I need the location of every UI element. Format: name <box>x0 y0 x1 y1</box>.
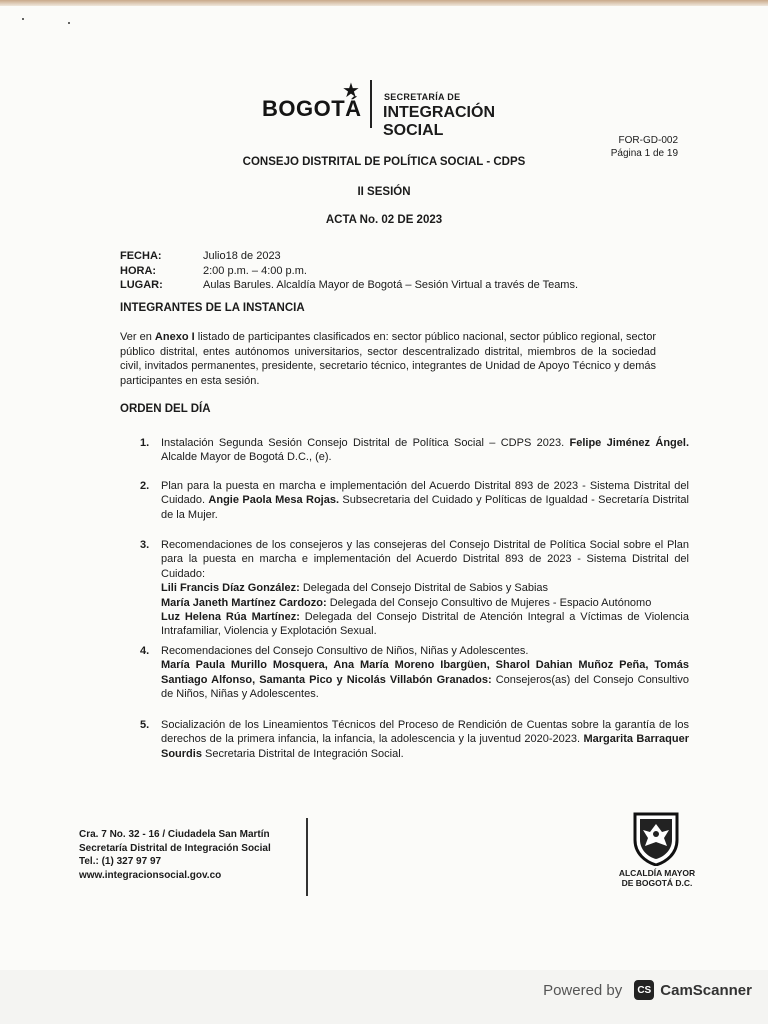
agenda-text: Alcalde Mayor de Bogotá D.C., (e). <box>161 451 332 464</box>
integrantes-paragraph <box>120 330 656 388</box>
agenda-item-text <box>161 644 689 702</box>
logo-secretaria-text: SECRETARÍA DE <box>384 92 461 102</box>
delegate-name: María Janeth Martínez Cardozo: <box>161 596 327 609</box>
meta-hora <box>120 264 578 279</box>
agenda-item-text <box>161 436 689 465</box>
logo-divider <box>370 80 372 128</box>
footer-entity: Secretaría Distrital de Integración Social <box>79 842 271 854</box>
hora-value: 2:00 p.m. – 4:00 p.m. <box>203 264 307 277</box>
star-icon: ★ <box>342 80 360 102</box>
hora-label: HORA: <box>120 264 157 277</box>
agenda-text: Subsecretaria del Cuidado y Políticas de Igualdad - Secretaría Distrital de la Mujer. <box>161 494 689 521</box>
footer-website: www.integracionsocial.gov.co <box>79 869 222 881</box>
orden-heading: ORDEN DEL DÍA <box>120 403 211 415</box>
acta-title: ACTA No. 02 DE 2023 <box>325 214 443 226</box>
alcaldia-label <box>612 868 702 888</box>
camscanner-watermark <box>543 980 752 1000</box>
powered-by-text: Powered by <box>543 981 623 999</box>
integrantes-text-pre: Ver en <box>120 331 155 343</box>
anexo-reference: Anexo I <box>154 331 195 343</box>
fecha-value: Julio18 de 2023 <box>203 250 281 262</box>
agenda-item-number: 5. <box>140 719 150 731</box>
delegate-role: Delegada del Consejo Distrital de Sabios y Sabias <box>299 582 549 595</box>
footer-address: Cra. 7 No. 32 - 16 / Ciudadela San Martín <box>79 829 270 840</box>
delegate-role: Delegada del Consejo Distrital de Atención Integral a Víctimas de Violencia Intrafamiliar, Violencia y Explotación Sexual. <box>161 611 689 638</box>
delegate-line <box>161 581 689 595</box>
delegate-role: Consejeros(as) del Consejo Consultivo de Niños, Niñas y Adolescentes. <box>161 673 689 701</box>
council-title: CONSEJO DISTRITAL DE POLÍTICA SOCIAL - CDPS <box>242 156 526 168</box>
delegate-line <box>161 610 689 639</box>
crest-line-2: DE BOGOTÁ D.C. <box>621 878 693 888</box>
logo-integracion-text: INTEGRACIÓN SOCIAL <box>383 104 495 139</box>
agenda-speaker: Felipe Jiménez Ángel. <box>569 437 690 449</box>
footer-divider <box>306 818 308 896</box>
delegate-line <box>161 596 689 610</box>
agenda-item-number: 2. <box>140 480 150 492</box>
scan-speck <box>68 22 70 24</box>
meta-lugar <box>120 278 578 293</box>
footer-phone: Tel.: (1) 327 97 97 <box>79 856 162 867</box>
logo-city-text: BOGOTÁ <box>262 96 362 121</box>
document-page <box>0 6 768 970</box>
agenda-text: Instalación Segunda Sesión Consejo Distrital de Política Social – CDPS 2023. <box>161 437 570 449</box>
lugar-label: LUGAR: <box>120 279 163 291</box>
delegate-name: Luz Helena Rúa Martínez: <box>161 611 300 624</box>
agenda-item-number: 4. <box>140 645 150 657</box>
delegate-role: Delegada del Consejo Consultivo de Mujeres - Espacio Autónomo <box>326 596 652 609</box>
agenda-text: Recomendaciones de los consejeros y las consejeras del Consejo Distrital de Política Social sobre el Plan para la puesta en marcha e implementación del Acuerdo Distrital 893 de 2023 - Sistema Distrital del Cuidado: <box>161 539 689 580</box>
coat-of-arms-icon <box>631 810 681 866</box>
agenda-text: Socialización de los Lineamientos Técnicos del Proceso de Rendición de Cuentas sobre la garantía de los derechos de la primera infancia, la infancia, la adolescencia y la juventud 2020-2023. <box>161 719 689 746</box>
delegate-line <box>161 658 689 701</box>
agenda-text: Recomendaciones del Consejo Consultivo de Niños, Niñas y Adolescentes. <box>161 645 529 657</box>
camscanner-icon: CS <box>634 980 654 1000</box>
session-title: II SESIÓN <box>357 186 411 198</box>
integrantes-heading: INTEGRANTES DE LA INSTANCIA <box>120 302 305 314</box>
doc-code: FOR-GD-002 <box>618 135 678 146</box>
crest-line-1: ALCALDÍA MAYOR <box>618 868 696 878</box>
lugar-value: Aulas Barules. Alcaldía Mayor de Bogotá – Sesión Virtual a través de Teams. <box>203 279 579 291</box>
delegate-name: María Paula Murillo Mosquera, Ana María Moreno Ibargüen, Sharol Dahian Muñoz Peña, Tomás Santiago Alfonso, Samanta Pico y Nicolás Villabón Granados: <box>161 659 689 686</box>
footer-address-block <box>79 828 271 882</box>
agenda-item-number: 3. <box>140 539 150 551</box>
meta-fecha <box>120 249 578 264</box>
scan-speck <box>22 18 24 20</box>
agenda-item-text <box>161 718 689 761</box>
page-info: Página 1 de 19 <box>610 148 678 159</box>
delegate-name: Lili Francis Díaz González: <box>161 582 300 595</box>
agenda-text: Plan para la puesta en marcha e implementación del Acuerdo Distrital 893 de 2023 - Sistema Distrital del Cuidado. <box>161 480 689 507</box>
camscanner-brand: CamScanner <box>660 981 752 999</box>
agenda-speaker: Margarita Barraquer Sourdis <box>161 733 689 760</box>
fecha-label: FECHA: <box>120 250 162 262</box>
agenda-speaker: Angie Paola Mesa Rojas. <box>208 494 340 507</box>
agenda-item-number: 1. <box>140 437 150 449</box>
agenda-item-text <box>161 479 689 522</box>
integrantes-text-post: listado de participantes clasificados en: sector público nacional, sector público regional, sector público distrital, entes autónomos universitarios, sector descentralizado distrital, miembros de la sociedad civil, invitados permanentes, presidente, secretario técnico, integrantes de Unidad de Apoyo Técnico y demás participantes en esta sesión. <box>120 331 657 387</box>
agenda-text: Secretaria Distrital de Integración Social. <box>201 747 404 760</box>
meeting-meta <box>120 249 578 293</box>
agenda-item-text <box>161 538 689 639</box>
sdis-logo <box>262 78 552 139</box>
